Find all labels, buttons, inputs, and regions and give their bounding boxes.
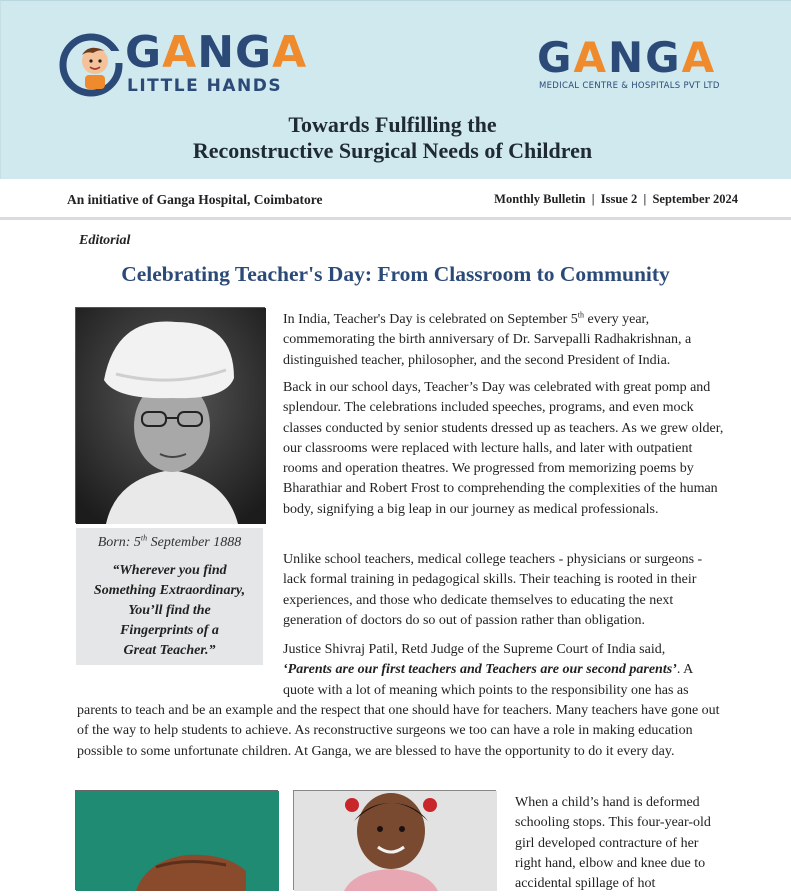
teacher-quote: “Wherever you find Something Extraordinary, You’ll find the Fingerprints of a Great Teacher.” (93, 563, 246, 658)
masthead-title-line2: Reconstructive Surgical Needs of Children (192, 138, 593, 163)
masthead (0, 0, 791, 179)
ganga-little-hands-logo (59, 27, 308, 101)
section-label: Editorial (79, 233, 131, 248)
paragraph-1: In India, Teacher's Day is celebrated on September 5th every year, commemorating the birth anniversary of Dr. Sarvepalli Radhakrishnan, a distinguished teacher, philosopher, and the second President of India. (283, 310, 692, 368)
article-title: Celebrating Teacher's Day: From Classroom to Community (121, 262, 670, 286)
child-face-icon (59, 31, 123, 97)
ganga-medical-subtitle: MEDICAL CENTRE & HOSPITALS PVT LTD (539, 81, 720, 91)
ganga-medical-logo (537, 33, 747, 97)
portrait-image (76, 308, 266, 524)
bulletin-info: Monthly Bulletin | Issue 2 | September 2024 (494, 192, 738, 206)
portrait-caption (76, 528, 263, 665)
issue-bar (0, 179, 791, 220)
portrait-photo (75, 307, 265, 523)
paragraph-4: Justice Shivraj Patil, Retd Judge of the Supreme Court of India said, ‘Parents are our first teachers and Teachers are our second parents’. A quote with a lot of meaning which points to the responsibility one has as (283, 642, 693, 698)
little-hands-subtitle: LITTLE HANDS (127, 76, 283, 96)
hand-photo (75, 790, 278, 890)
born-date: Born: 5th September 1888 (97, 533, 242, 550)
paragraph-2: Back in our school days, Teacher’s Day was celebrated with great pomp and splendour. The celebrations included speeches, programs, and even mock classes conducted by senior students dressed up as teachers. As we grew older, our classrooms were replaced with lecture halls, and later with outpatient rooms and operation theatres. We progressed from memorizing poems by Bharathiar and Robert Frost to comprehending the complexities of the human body, signifying a big leap in our journey as medical professionals. (283, 380, 724, 517)
girl-photo (293, 790, 496, 890)
ganga-brand: GANGA (537, 33, 717, 82)
girl-image (294, 791, 497, 891)
paragraph-5: parents to teach and be an example and the respect that one should have for teachers. Many teachers have gone out of the way to help students to achieve. As reconstructive surgeons we too can have a role in making education possible to some unfortunate children. At Ganga, we are blessed to have the opportunity to do it every day. (77, 703, 720, 759)
initiative-text: An initiative of Ganga Hospital, Coimbatore (67, 192, 323, 207)
masthead-title-line1: Towards Fulfilling the (288, 112, 497, 137)
hand-image (76, 791, 279, 891)
paragraph-3: Unlike school teachers, medical college teachers - physicians or surgeons - lack formal training in pedagogical skills. Their teaching is rooted in their experiences, and those who dedicate themselves to educating the next generation of doctors do so out of passion rather than obligation. (283, 552, 703, 628)
paragraph-6: When a child’s hand is deformed schooling stops. This four-year-old girl developed contracture of her right hand, elbow and knee due to accidental spillage of hot (515, 795, 711, 892)
little-hands-brand: GANGA (125, 27, 308, 78)
